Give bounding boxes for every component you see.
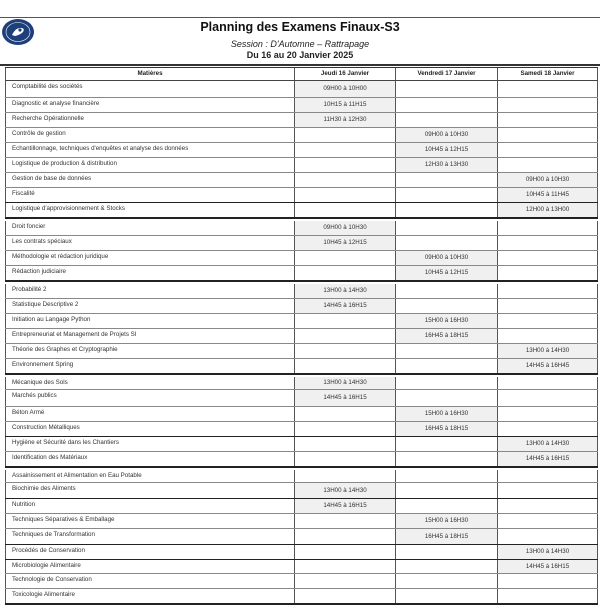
subject-cell: Béton Armé [5,407,295,421]
time-slot-jeudi [295,251,396,265]
time-slot-samedi: 14H45 à 16H15 [498,560,598,573]
time-slot-samedi [498,221,598,235]
session-subtitle: Session : D'Automne – Rattrapage [230,39,370,49]
time-slot-samedi [498,589,598,603]
subject-group [5,377,598,468]
time-slot-jeudi [295,407,396,421]
time-slot-jeudi: 14H45 à 16H15 [295,299,396,313]
page-title: Planning des Examens Finaux-S3 [200,20,400,34]
subject-cell: Entrepreneuriat et Management de Projets SI [5,329,295,343]
time-slot-jeudi: 13H00 à 14H30 [295,483,396,498]
subject-group [5,221,598,282]
time-slot-samedi: 12H00 à 13H00 [498,203,598,217]
time-slot-samedi: 10H45 à 11H45 [498,188,598,202]
time-slot-vendredi: 09H00 à 10H30 [396,128,498,142]
table-row [5,250,598,265]
time-slot-samedi [498,143,598,157]
subject-cell: Probabilité 2 [5,284,295,298]
subject-cell: Techniques de Transformation [5,529,295,544]
time-slot-samedi [498,390,598,406]
table-row [5,559,598,573]
subject-cell: Assainissement et Alimentation en Eau Potable [5,470,295,482]
subject-cell: Recherche Opérationnelle [5,113,295,127]
time-slot-jeudi: 13H00 à 14H30 [295,377,396,389]
time-slot-vendredi: 15H00 à 16H30 [396,514,498,528]
time-slot-vendredi [396,483,498,498]
subject-cell: Toxicologie Alimentaire [5,589,295,603]
column-header-jeudi: Jeudi 16 Janvier [295,68,396,80]
time-slot-jeudi [295,470,396,482]
table-row [5,221,598,235]
time-slot-jeudi: 14H45 à 16H15 [295,499,396,513]
time-slot-vendredi: 16H45 à 18H15 [396,529,498,544]
time-slot-vendredi [396,221,498,235]
time-slot-samedi [498,377,598,389]
time-slot-vendredi [396,299,498,313]
time-slot-jeudi [295,529,396,544]
time-slot-jeudi [295,574,396,588]
table-row [5,528,598,544]
time-slot-jeudi [295,329,396,343]
time-slot-jeudi: 09H00 à 10H30 [295,221,396,235]
subject-cell: Technologie de Conservation [5,574,295,588]
time-slot-samedi [498,299,598,313]
subject-cell: Diagnostic et analyse financière [5,98,295,112]
time-slot-vendredi: 10H45 à 12H15 [396,266,498,280]
subject-cell: Contrôle de gestion [5,128,295,142]
time-slot-vendredi: 15H00 à 16H30 [396,407,498,421]
time-slot-jeudi [295,203,396,217]
time-slot-jeudi: 10H15 à 11H15 [295,98,396,112]
top-rule [0,17,600,18]
time-slot-samedi [498,158,598,172]
time-slot-samedi [498,407,598,421]
table-row [5,313,598,328]
time-slot-jeudi [295,422,396,436]
subject-cell: Construction Métalliques [5,422,295,436]
subject-cell: Mécanique des Sols [5,377,295,389]
subject-cell: Initiation au Langage Python [5,314,295,328]
time-slot-jeudi [295,514,396,528]
subject-cell: Fiscalité [5,188,295,202]
time-slot-samedi [498,470,598,482]
time-slot-vendredi [396,452,498,466]
time-slot-vendredi [396,574,498,588]
time-slot-jeudi [295,143,396,157]
subject-cell: Techniques Séparatives & Emballage [5,514,295,528]
table-row [5,172,598,187]
table-row [5,389,598,406]
time-slot-jeudi [295,344,396,358]
time-slot-vendredi [396,560,498,573]
time-slot-samedi [498,98,598,112]
table-row [5,97,598,112]
time-slot-vendredi [396,359,498,373]
table-row [5,328,598,343]
exam-schedule-table [5,67,598,607]
column-header-vendredi: Vendredi 17 Janvier [396,68,498,80]
time-slot-jeudi [295,266,396,280]
subject-cell: Les contrats spéciaux [5,236,295,250]
time-slot-vendredi [396,589,498,603]
table-row [5,284,598,298]
time-slot-vendredi [396,188,498,202]
subject-cell: Méthodologie et rédaction juridique [5,251,295,265]
time-slot-vendredi: 09H00 à 10H30 [396,251,498,265]
time-slot-jeudi [295,545,396,559]
subject-cell: Statistique Descriptive 2 [5,299,295,313]
time-slot-vendredi [396,344,498,358]
table-row [5,421,598,436]
time-slot-jeudi [295,437,396,451]
time-slot-jeudi [295,560,396,573]
table-row [5,498,598,513]
subject-cell: Théorie des Graphes et Cryptographie [5,344,295,358]
table-row [5,406,598,421]
time-slot-samedi: 13H00 à 14H30 [498,437,598,451]
time-slot-vendredi [396,390,498,406]
table-row [5,436,598,451]
table-row [5,470,598,482]
table-row [5,451,598,466]
table-row [5,235,598,250]
time-slot-jeudi [295,158,396,172]
time-slot-samedi [498,499,598,513]
time-slot-jeudi: 10H45 à 12H15 [295,236,396,250]
time-slot-jeudi: 13H00 à 14H30 [295,284,396,298]
subject-group [5,81,598,219]
subject-cell: Logistique de production & distribution [5,158,295,172]
subject-cell: Identification des Matériaux [5,452,295,466]
table-row [5,513,598,528]
time-slot-samedi: 13H00 à 14H30 [498,545,598,559]
time-slot-vendredi [396,98,498,112]
time-slot-samedi [498,284,598,298]
time-slot-vendredi [396,236,498,250]
table-row [5,187,598,202]
subject-group [5,284,598,375]
table-row [5,343,598,358]
time-slot-vendredi [396,437,498,451]
time-slot-vendredi: 16H45 à 18H15 [396,422,498,436]
time-slot-jeudi: 14H45 à 16H15 [295,390,396,406]
time-slot-jeudi [295,314,396,328]
time-slot-vendredi: 12H30 à 13H30 [396,158,498,172]
column-header-matieres: Matières [5,68,295,80]
table-row [5,265,598,280]
table-header-row [5,67,598,81]
time-slot-samedi: 13H00 à 14H30 [498,344,598,358]
subject-cell: Logistique d'approvisionnement & Stocks [5,203,295,217]
time-slot-samedi: 09H00 à 10H30 [498,173,598,187]
subject-cell: Procédés de Conservation [5,545,295,559]
time-slot-jeudi [295,452,396,466]
table-row [5,358,598,373]
time-slot-samedi [498,81,598,97]
time-slot-vendredi [396,377,498,389]
table-row [5,81,598,97]
time-slot-vendredi [396,499,498,513]
time-slot-vendredi [396,173,498,187]
subject-group [5,470,598,605]
time-slot-samedi [498,251,598,265]
table-row [5,127,598,142]
time-slot-jeudi [295,359,396,373]
subject-cell: Nutrition [5,499,295,513]
table-row [5,588,598,603]
time-slot-jeudi [295,589,396,603]
time-slot-samedi [498,314,598,328]
subject-cell: Droit foncier [5,221,295,235]
table-body [5,81,598,605]
time-slot-samedi [498,113,598,127]
subject-cell: Biochimie des Aliments [5,483,295,498]
table-row [5,202,598,217]
subject-cell: Rédaction judiciaire [5,266,295,280]
time-slot-vendredi [396,113,498,127]
time-slot-jeudi [295,128,396,142]
time-slot-jeudi [295,188,396,202]
subject-cell: Marchés publics [5,390,295,406]
time-slot-samedi [498,266,598,280]
time-slot-jeudi: 09H00 à 10H00 [295,81,396,97]
subject-cell: Microbiologie Alimentaire [5,560,295,573]
subject-cell: Gestion de base de données [5,173,295,187]
time-slot-vendredi [396,545,498,559]
time-slot-jeudi [295,173,396,187]
time-slot-vendredi: 10H45 à 12H15 [396,143,498,157]
time-slot-samedi [498,574,598,588]
table-row [5,298,598,313]
subject-cell: Comptabilité des sociétés [5,81,295,97]
time-slot-samedi [498,236,598,250]
time-slot-vendredi [396,81,498,97]
time-slot-samedi [498,529,598,544]
time-slot-samedi [498,128,598,142]
table-row [5,112,598,127]
time-slot-samedi: 14H45 à 16H45 [498,359,598,373]
time-slot-samedi [498,483,598,498]
time-slot-samedi [498,329,598,343]
header-rule [0,64,600,66]
subject-cell: Environnement Spring [5,359,295,373]
time-slot-samedi [498,422,598,436]
table-row [5,482,598,498]
time-slot-vendredi: 16H45 à 18H15 [396,329,498,343]
time-slot-vendredi [396,203,498,217]
time-slot-vendredi [396,284,498,298]
time-slot-vendredi: 15H00 à 16H30 [396,314,498,328]
time-slot-vendredi [396,470,498,482]
column-header-samedi: Samedi 18 Janvier [498,68,598,80]
table-row [5,157,598,172]
date-range: Du 16 au 20 Janvier 2025 [246,50,354,60]
table-row [5,573,598,588]
time-slot-samedi: 14H45 à 16H15 [498,452,598,466]
table-row [5,544,598,559]
time-slot-jeudi: 11H30 à 12H30 [295,113,396,127]
table-row [5,377,598,389]
table-row [5,142,598,157]
subject-cell: Hygiène et Sécurité dans les Chantiers [5,437,295,451]
time-slot-samedi [498,514,598,528]
subject-cell: Echantillonnage, techniques d'enquêtes et analyse des données [5,143,295,157]
